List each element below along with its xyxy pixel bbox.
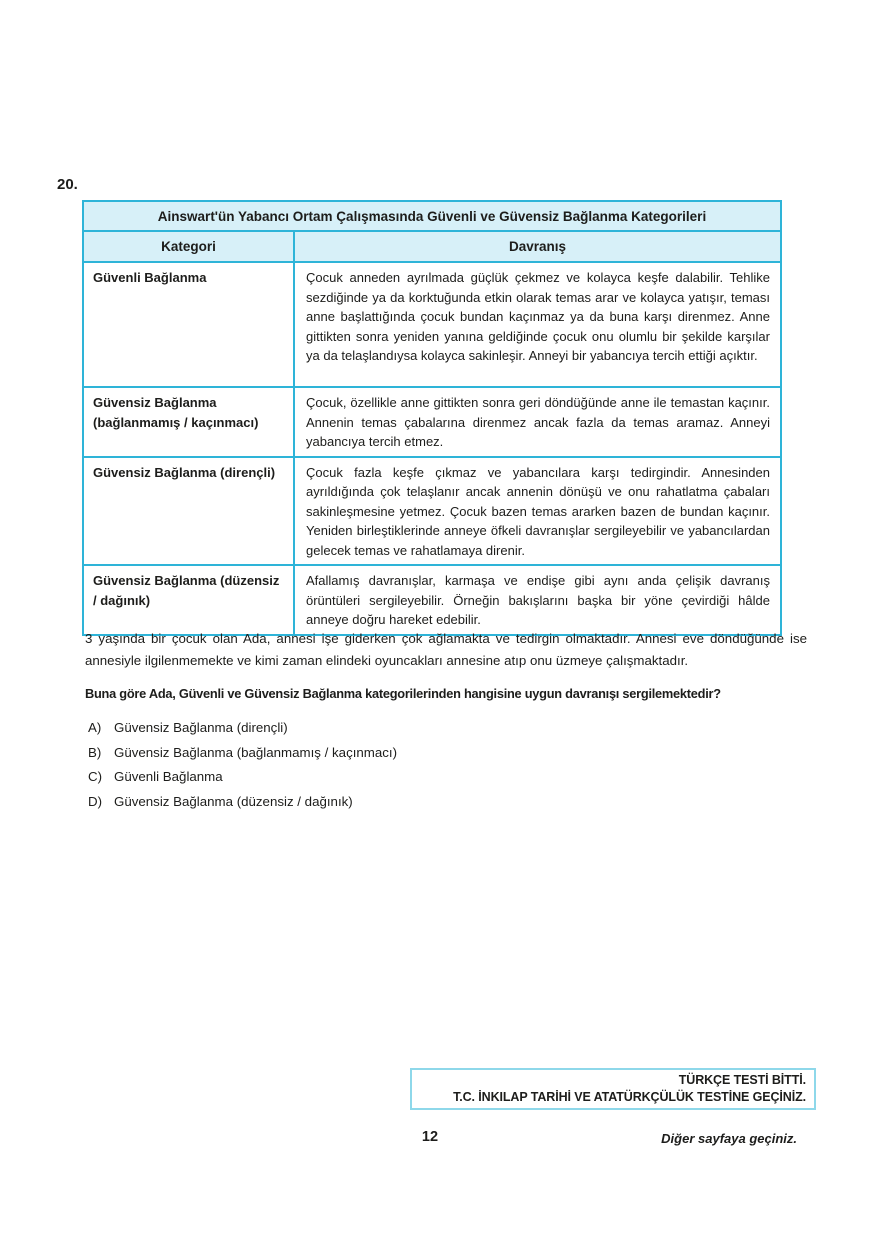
behavior-cell: Çocuk fazla keşfe çıkmaz ve yabancılara karşı tedirgindir. Annesinden ayrıldığında çok telaşlanır ancak annenin dönüşü ve onu rahatlatma çabaları sakinleşmesine yetmez. Çocuk bazen temas ararken bazen de bundan kaçınır. Yeniden birleştiklerinde anneye öfkeli davranışlar sergileyebilir ve yabancılardan gelecek temas ve rahatlamaya direnir. xyxy=(294,457,781,566)
table-row xyxy=(83,387,781,457)
scenario-paragraph: 3 yaşında bir çocuk olan Ada, annesi işe giderken çok ağlamakta ve tedirgin olmaktadır. Annesi eve döndüğünde ise annesiyle ilgilenmemekte ve kimi zaman elindeki oyuncakları annesine atıp onu üzmeye çalışmaktadır. xyxy=(85,631,807,668)
attachment-categories-table xyxy=(82,200,782,636)
next-page-note: Diğer sayfaya geçiniz. xyxy=(661,1131,797,1146)
options-list xyxy=(88,716,397,814)
question-prompt: Buna göre Ada, Güvenli ve Güvensiz Bağlanma kategorilerinden hangisine uygun davranışı sergilemektedir? xyxy=(85,686,721,701)
question-number: 20. xyxy=(57,176,78,193)
category-cell: Güvenli Bağlanma xyxy=(83,262,294,387)
option-text: Güvensiz Bağlanma (dirençli) xyxy=(114,720,288,735)
behavior-cell: Afallamış davranışlar, karmaşa ve endişe gibi aynı anda çelişik davranış örüntüleri sergileyebilir. Örneğin bakışlarını başka bir yöne çevirdiği hâlde anneye doğru hareket edebilir. xyxy=(294,565,781,635)
option-letter: B) xyxy=(88,744,102,760)
table-header-row xyxy=(83,231,781,262)
page-number: 12 xyxy=(421,1129,439,1145)
column-header-davranis: Davranış xyxy=(294,231,781,262)
table-title-row xyxy=(83,201,781,231)
option-letter: A) xyxy=(88,720,102,735)
table-row xyxy=(83,565,781,635)
option-text: Güvensiz Bağlanma (düzensiz / dağınık) xyxy=(114,793,353,809)
category-cell: Güvensiz Bağlanma (düzensiz / dağınık) xyxy=(83,565,294,635)
table-row xyxy=(83,457,781,566)
column-header-kategori: Kategori xyxy=(83,231,294,262)
option-letter: C) xyxy=(88,769,103,784)
option-b xyxy=(88,741,397,766)
option-text: Güvenli Bağlanma xyxy=(114,769,223,784)
option-a xyxy=(88,716,397,741)
table-title: Ainswart'ün Yabancı Ortam Çalışmasında Güvenli ve Güvensiz Bağlanma Kategorileri xyxy=(83,201,781,231)
table-row xyxy=(83,262,781,387)
option-text: Güvensiz Bağlanma (bağlanmamış / kaçınmacı) xyxy=(114,744,398,760)
notice-line-2: T.C. İNKILAP TARİHİ VE ATATÜRKÇÜLÜK TESTİNE GEÇİNİZ. xyxy=(453,1089,806,1104)
behavior-cell: Çocuk anneden ayrılmada güçlük çekmez ve kolayca keşfe dalabilir. Tehlike sezdiğinde ya da korktuğunda etkin olarak temas arar ve kolayca yatışır, teması anne başlattığında çocuk bundan kaçınmaz ya da buna karşı direnmez. Anne gittikten sonra yeniden yanına geldiğinde çocuk onu olumlu bir şekilde karşılar ya da telaşlandıysa kolayca sakinleşir. Anneyi bir yabancıya tercih ettiği açıktır. xyxy=(294,262,781,387)
notice-line-1: TÜRKÇE TESTİ BİTTİ. xyxy=(678,1073,806,1087)
option-letter: D) xyxy=(88,793,103,809)
option-c xyxy=(88,765,397,790)
behavior-cell: Çocuk, özellikle anne gittikten sonra geri döndüğünde anne ile temastan kaçınır. Annenin temas çabalarına direnmez ancak fazla da temas aramaz. Anneyi yabancıya tercih etmez. xyxy=(294,387,781,457)
option-d xyxy=(88,790,397,815)
end-of-test-notice xyxy=(410,1068,816,1110)
category-cell: Güvensiz Bağlanma (bağlanmamış / kaçınmacı) xyxy=(83,387,294,457)
category-cell: Güvensiz Bağlanma (dirençli) xyxy=(83,457,294,566)
